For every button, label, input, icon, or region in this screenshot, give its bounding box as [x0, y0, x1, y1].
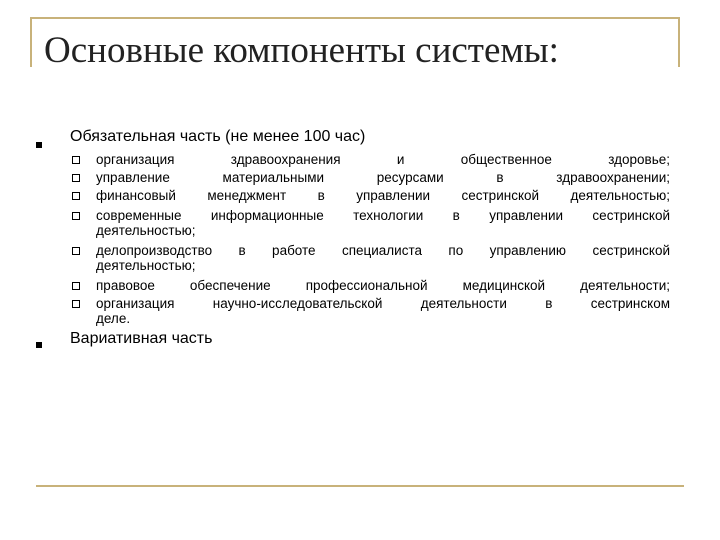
frame-left-line [30, 17, 32, 67]
frame-top-line [30, 17, 680, 19]
subitem-material-resources: управление материальными ресурсами в здравоохранении; [96, 170, 670, 185]
frame-right-line [678, 17, 680, 67]
subitem-research-line2: деле. [96, 311, 131, 326]
subitem-information-technology-line2: деятельностью; [96, 223, 196, 238]
hollow-square-bullet-icon [72, 156, 80, 164]
hollow-square-bullet-icon [72, 192, 80, 200]
slide-title: Основные компоненты системы: [44, 30, 559, 71]
hollow-square-bullet-icon [72, 247, 80, 255]
subitem-financial-management: финансовый менеджмент в управлении сестринской деятельностью; [96, 188, 670, 203]
square-bullet-icon [36, 142, 42, 148]
list-item-variable: Вариативная часть [70, 330, 213, 347]
subitem-records-management-line2: деятельностью; [96, 258, 196, 273]
hollow-square-bullet-icon [72, 212, 80, 220]
subitem-legal-support: правовое обеспечение профессиональной медицинской деятельности; [96, 278, 670, 293]
hollow-square-bullet-icon [72, 300, 80, 308]
subitem-healthcare-organization: организация здравоохранения и общественное здоровье; [96, 152, 670, 167]
subitem-information-technology-line1: современные информационные технологии в управлении сестринской [96, 208, 670, 223]
subitem-records-management-line1: делопроизводство в работе специалиста по управлению сестринской [96, 243, 670, 258]
hollow-square-bullet-icon [72, 174, 80, 182]
frame-bottom-line [36, 485, 684, 487]
list-item-mandatory: Обязательная часть (не менее 100 час) [70, 128, 366, 145]
square-bullet-icon [36, 342, 42, 348]
hollow-square-bullet-icon [72, 282, 80, 290]
subitem-research-line1: организация научно-исследовательской деятельности в сестринском [96, 296, 670, 311]
